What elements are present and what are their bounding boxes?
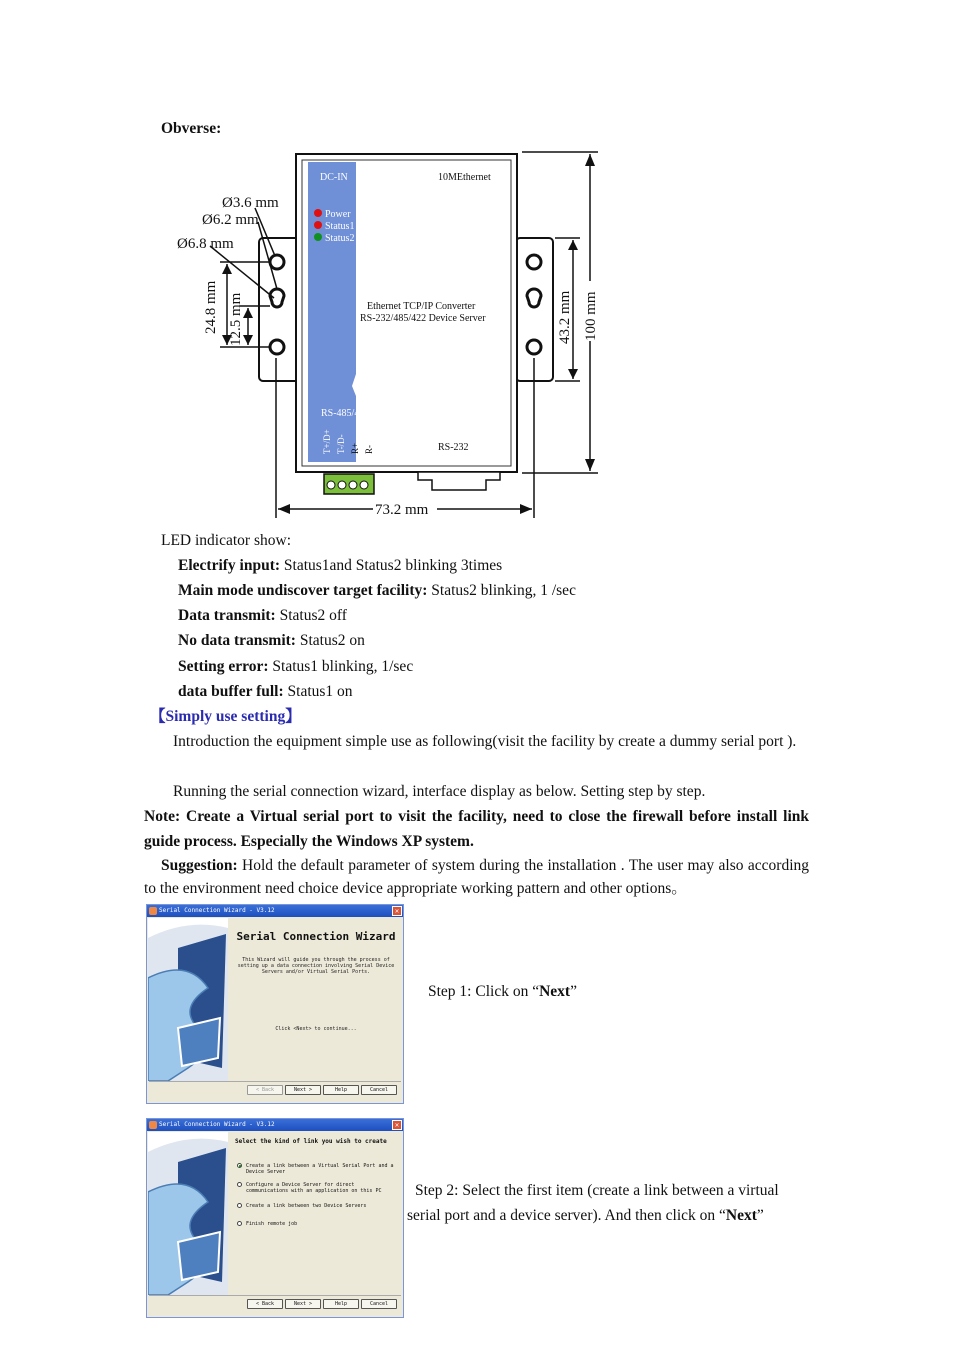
dim-43-2-label: 43.2 mm bbox=[557, 290, 573, 344]
suggestion-paragraph: Suggestion: Hold the default parameter of system during the installation . The user may also according to the environment need choice device appropriate working pattern and other options。 bbox=[144, 857, 809, 897]
wizard-content bbox=[233, 918, 399, 1032]
status1-led bbox=[314, 221, 322, 229]
led-label-status2: Status2 bbox=[325, 233, 355, 244]
wizard-window-welcome bbox=[146, 904, 404, 1104]
wizard-sidebar-image bbox=[148, 1132, 228, 1295]
step2-line2: serial port and a device server). And then click on “Next” bbox=[407, 1207, 764, 1224]
app-icon bbox=[149, 1121, 157, 1129]
wizard-heading: Select the kind of link you wish to create bbox=[235, 1138, 387, 1145]
dim-100-label: 100 mm bbox=[583, 291, 599, 341]
wizard-content bbox=[233, 1132, 399, 1227]
radio[interactable] bbox=[237, 1182, 242, 1187]
power-led bbox=[314, 209, 322, 217]
device-dimension-diagram bbox=[170, 146, 610, 521]
option-finish-remote-job[interactable]: Finish remote job bbox=[237, 1221, 399, 1227]
right-hole-top bbox=[527, 255, 541, 269]
wizard-buttons bbox=[247, 1085, 397, 1095]
dim-3-6-label: Ø3.6 mm bbox=[222, 195, 279, 211]
pin-label-3: R+ bbox=[350, 442, 360, 454]
wizard-continue-hint: Click <Next> to continue... bbox=[275, 1026, 357, 1032]
left-keyhole bbox=[270, 289, 284, 307]
help-button[interactable]: Help bbox=[323, 1299, 359, 1309]
rs232-label: RS-232 bbox=[438, 442, 469, 453]
intro-paragraph: Introduction the equipment simple use as following(visit the facility by create a dummy serial port ). bbox=[173, 733, 797, 750]
led-intro: LED indicator show: bbox=[161, 532, 292, 549]
wizard-window-link-type bbox=[146, 1118, 404, 1318]
pin-label-2: T-/D- bbox=[336, 434, 346, 454]
left-hole-bottom bbox=[270, 340, 284, 354]
radio[interactable] bbox=[237, 1221, 242, 1226]
wizard-sidebar-image bbox=[148, 918, 228, 1081]
led-label-status1: Status1 bbox=[325, 221, 355, 232]
close-icon[interactable]: ✕ bbox=[392, 1120, 402, 1130]
led-item: Main mode undiscover target facility: Status2 blinking, 1 /sec bbox=[178, 582, 576, 599]
right-hole-bottom bbox=[527, 340, 541, 354]
back-button[interactable]: < Back bbox=[247, 1085, 283, 1095]
radio-selected[interactable] bbox=[237, 1163, 242, 1168]
right-keyhole bbox=[527, 289, 541, 307]
option-virtual-port-link[interactable]: Create a link between a Virtual Serial Port and a Device Server bbox=[237, 1163, 399, 1175]
back-button[interactable]: < Back bbox=[247, 1299, 283, 1309]
heading-obverse: Obverse: bbox=[161, 120, 222, 137]
help-button[interactable]: Help bbox=[323, 1085, 359, 1095]
window-titlebar bbox=[147, 1119, 403, 1131]
next-button[interactable]: Next > bbox=[285, 1085, 321, 1095]
product-line-1: Ethernet TCP/IP Converter bbox=[367, 301, 476, 312]
dim-6-8-label: Ø6.8 mm bbox=[177, 236, 234, 252]
db9-connector bbox=[418, 472, 500, 490]
wizard-heading: Serial Connection Wizard bbox=[236, 930, 396, 943]
window-title: Serial Connection Wizard - V3.12 bbox=[159, 907, 275, 914]
dim-24-8-label: 24.8 mm bbox=[203, 280, 219, 334]
led-item: Data transmit: Status2 off bbox=[178, 607, 347, 624]
radio[interactable] bbox=[237, 1203, 242, 1208]
section-title: 【Simply use setting】 bbox=[150, 708, 301, 725]
window-title: Serial Connection Wizard - V3.12 bbox=[159, 1121, 275, 1128]
step2-line1: Step 2: Select the first item (create a link between a virtual bbox=[415, 1182, 779, 1199]
app-icon bbox=[149, 907, 157, 915]
wizard-buttons bbox=[247, 1299, 397, 1309]
note-paragraph: Note: Create a Virtual serial port to visit the facility, need to close the firewall before install link guide process. Especially the Windows XP system. bbox=[144, 808, 809, 850]
option-two-device-servers[interactable]: Create a link between two Device Servers bbox=[237, 1203, 399, 1209]
rs485-label: RS-485/422 bbox=[321, 408, 370, 419]
cancel-button[interactable]: Cancel bbox=[361, 1085, 397, 1095]
step1-text: Step 1: Click on “Next” bbox=[428, 983, 577, 1000]
led-item: Electrify input: Status1and Status2 blinking 3times bbox=[178, 557, 503, 574]
close-icon[interactable]: ✕ bbox=[392, 906, 402, 916]
status2-led bbox=[314, 233, 322, 241]
pin-label-4: R- bbox=[364, 445, 374, 454]
next-button[interactable]: Next > bbox=[285, 1299, 321, 1309]
window-titlebar bbox=[147, 905, 403, 917]
wizard-paragraph: Running the serial connection wizard, interface display as below. Setting step by step. bbox=[173, 783, 706, 800]
dim-73-2-label: 73.2 mm bbox=[375, 502, 429, 518]
led-item: Setting error: Status1 blinking, 1/sec bbox=[178, 658, 414, 675]
dim-12-5-label: 12.5 mm bbox=[228, 292, 244, 346]
cancel-button[interactable]: Cancel bbox=[361, 1299, 397, 1309]
left-hole-top bbox=[270, 255, 284, 269]
option-direct-communication[interactable]: Configure a Device Server for direct communications with an application on this PC bbox=[237, 1182, 399, 1194]
product-line-2: RS-232/485/422 Device Server bbox=[360, 313, 486, 324]
ethernet-label: 10MEthernet bbox=[438, 172, 491, 183]
led-item: data buffer full: Status1 on bbox=[178, 683, 353, 700]
dim-6-2-label: Ø6.2 mm bbox=[202, 212, 259, 228]
pin-label-1: T+/D+ bbox=[322, 429, 332, 454]
led-item: No data transmit: Status2 on bbox=[178, 632, 365, 649]
dc-in-label: DC-IN bbox=[320, 172, 348, 183]
led-label-power: Power bbox=[325, 209, 351, 220]
wizard-description: This Wizard will guide you through the process of setting up a data connection involving Serial Device Servers and/or Virtual Serial Ports. bbox=[237, 957, 395, 975]
